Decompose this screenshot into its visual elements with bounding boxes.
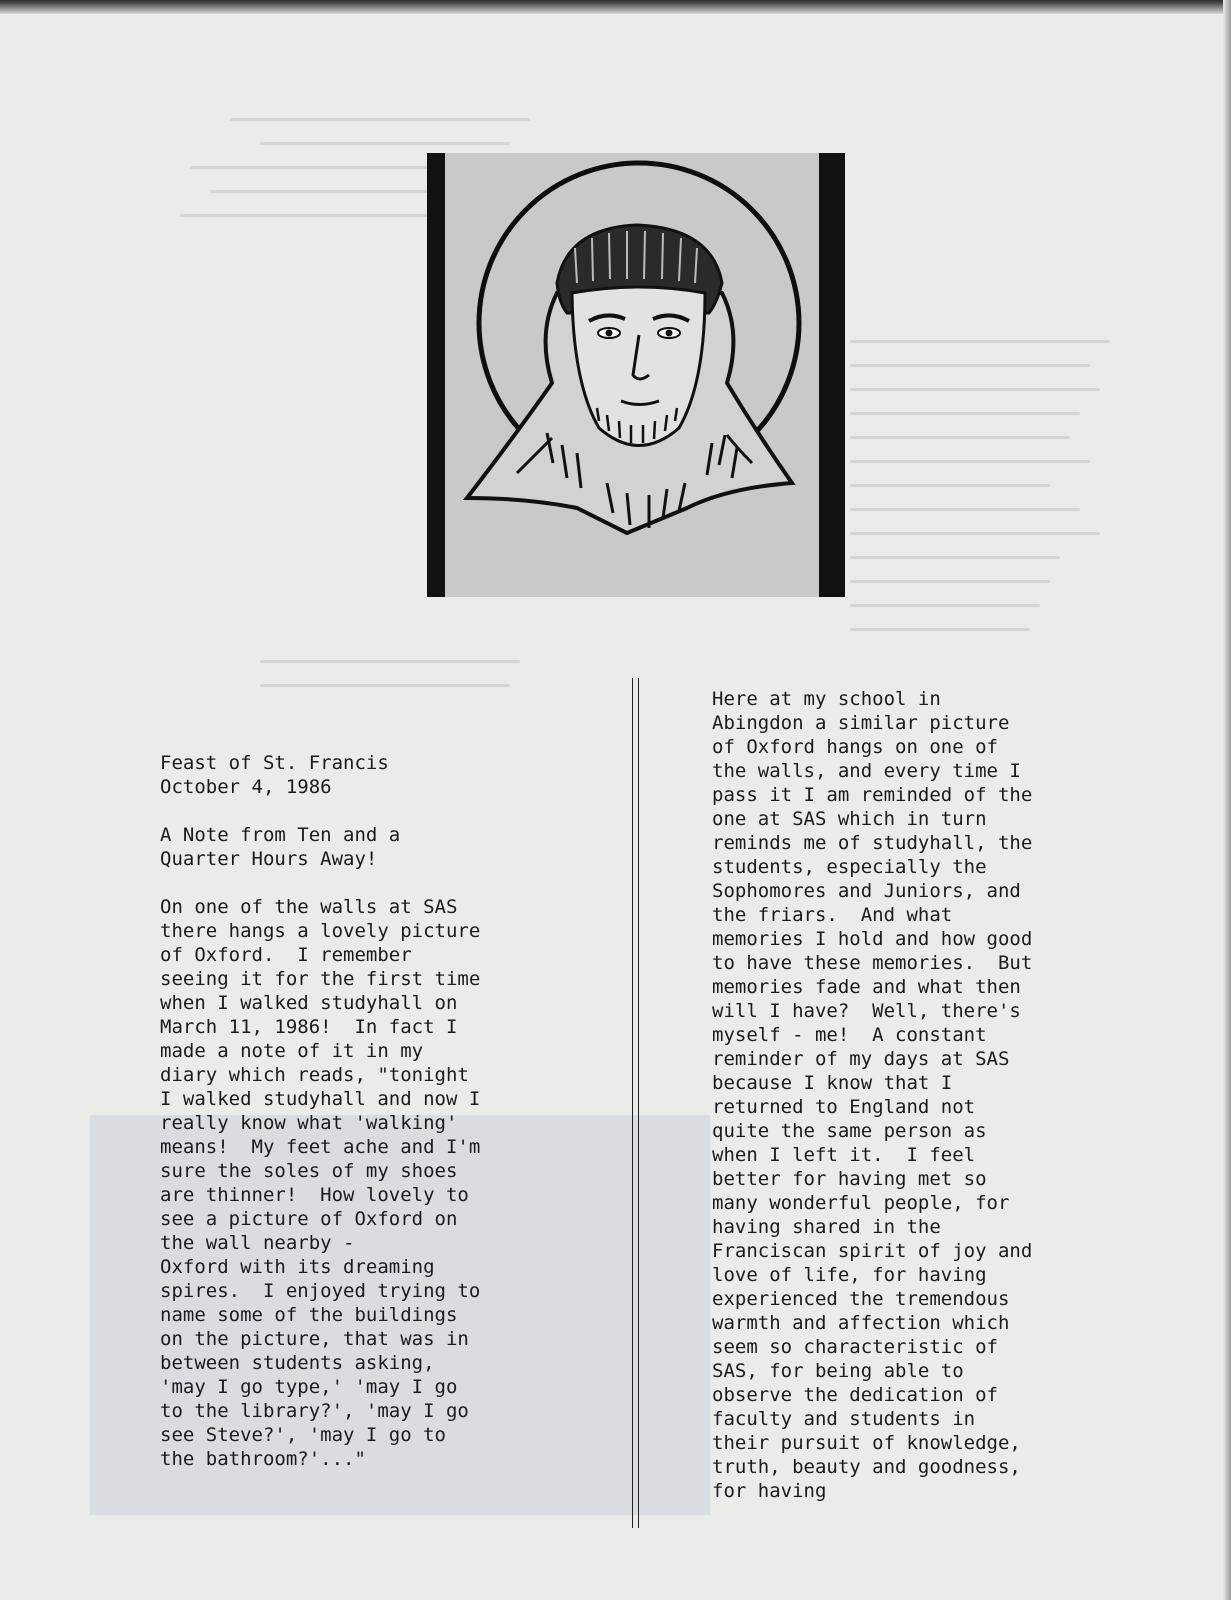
text-line: pass it I am reminded of the	[712, 784, 1033, 806]
text-line: observe the dedication of	[712, 1384, 998, 1406]
text-line: because I know that I	[712, 1072, 953, 1094]
column-divider	[632, 678, 639, 1528]
text-line: the bathroom?'..."	[160, 1448, 366, 1470]
text-line: Franciscan spirit of joy and	[712, 1240, 1033, 1262]
text-line: will I have? Well, there's	[712, 1000, 1021, 1022]
text-line: truth, beauty and goodness,	[712, 1456, 1021, 1478]
text-line: their pursuit of knowledge,	[712, 1432, 1021, 1454]
st-francis-picture	[427, 153, 845, 597]
text-line: between students asking,	[160, 1352, 435, 1374]
text-line: experienced the tremendous	[712, 1288, 1010, 1310]
date-line: October 4, 1986	[160, 776, 332, 798]
text-line: spires. I enjoyed trying to	[160, 1280, 481, 1302]
text-line: there hangs a lovely picture	[160, 920, 481, 942]
text-line: Here at my school in	[712, 688, 941, 710]
text-line: better for having met so	[712, 1168, 987, 1190]
text-line: the walls, and every time I	[712, 760, 1021, 782]
left-column	[160, 751, 590, 1471]
text-line: students, especially the	[712, 856, 987, 878]
text-line: SAS, for being able to	[712, 1360, 964, 1382]
text-line: I walked studyhall and now I	[160, 1088, 481, 1110]
text-line: the wall nearby -	[160, 1232, 355, 1254]
text-line: March 11, 1986! In fact I	[160, 1016, 458, 1038]
text-line: Abingdon a similar picture	[712, 712, 1010, 734]
text-line: warmth and affection which	[712, 1312, 1010, 1334]
text-line: means! My feet ache and I'm	[160, 1136, 481, 1158]
text-line: made a note of it in my	[160, 1040, 424, 1062]
text-line: of Oxford. I remember	[160, 944, 412, 966]
text-line: to have these memories. But	[712, 952, 1033, 974]
text-line: quite the same person as	[712, 1120, 987, 1142]
text-line: seeing it for the first time	[160, 968, 481, 990]
text-line: Sophomores and Juniors, and	[712, 880, 1021, 902]
text-line: sure the soles of my shoes	[160, 1160, 458, 1182]
subheading-line: A Note from Ten and a	[160, 824, 401, 846]
text-line: reminds me of studyhall, the	[712, 832, 1033, 854]
text-line: the friars. And what	[712, 904, 953, 926]
text-line: memories I hold and how good	[712, 928, 1033, 950]
text-line: On one of the walls at SAS	[160, 896, 458, 918]
text-line: for having	[712, 1480, 827, 1502]
text-line: seem so characteristic of	[712, 1336, 998, 1358]
text-line: one at SAS which in turn	[712, 808, 987, 830]
text-line: Oxford with its dreaming	[160, 1256, 435, 1278]
text-line: having shared in the	[712, 1216, 941, 1238]
page-right-edge	[1223, 0, 1231, 1600]
text-line: see Steve?', 'may I go to	[160, 1424, 446, 1446]
text-line: on the picture, that was in	[160, 1328, 469, 1350]
text-line: when I left it. I feel	[712, 1144, 976, 1166]
right-column	[712, 687, 1142, 1503]
text-line: love of life, for having	[712, 1264, 987, 1286]
text-line: memories fade and what then	[712, 976, 1021, 998]
text-line: name some of the buildings	[160, 1304, 458, 1326]
page-top-edge	[0, 0, 1231, 14]
text-line: see a picture of Oxford on	[160, 1208, 458, 1230]
text-line: myself - me! A constant	[712, 1024, 987, 1046]
text-line: are thinner! How lovely to	[160, 1184, 469, 1206]
text-line: diary which reads, "tonight	[160, 1064, 469, 1086]
text-line: many wonderful people, for	[712, 1192, 1010, 1214]
heading-line: Feast of St. Francis	[160, 752, 389, 774]
text-line: reminder of my days at SAS	[712, 1048, 1010, 1070]
text-line: returned to England not	[712, 1096, 976, 1118]
text-line: really know what 'walking'	[160, 1112, 458, 1134]
text-line: of Oxford hangs on one of	[712, 736, 998, 758]
text-line: 'may I go type,' 'may I go	[160, 1376, 458, 1398]
text-line: when I walked studyhall on	[160, 992, 458, 1014]
text-line: to the library?', 'may I go	[160, 1400, 469, 1422]
text-line: faculty and students in	[712, 1408, 976, 1430]
subheading-line: Quarter Hours Away!	[160, 848, 378, 870]
